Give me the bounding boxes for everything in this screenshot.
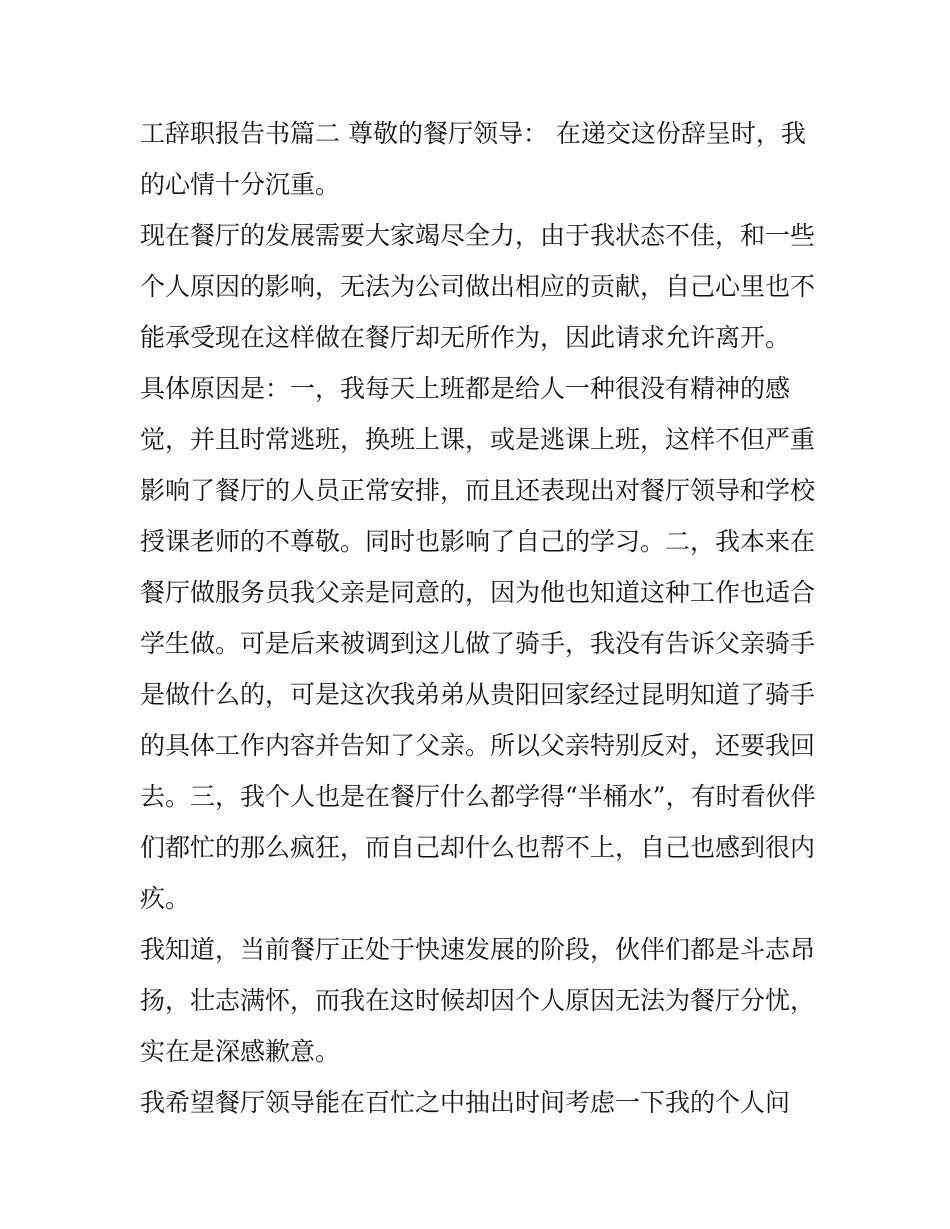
text-line: 们都忙的那么疯狂，而自己却什么也帮不上，自己也感到很内 (140, 833, 816, 862)
text-line: 去。三，我个人也是在餐厅什么都学得“半桶水”，有时看伙伴 (140, 782, 816, 811)
text-line: 影响了餐厅的人员正常安排，而且还表现出对餐厅领导和学校 (140, 476, 816, 505)
text-line: 具体原因是：一，我每天上班都是给人一种很没有精神的感 (140, 374, 791, 403)
text-line: 能承受现在这样做在餐厅却无所作为，因此请求允许离开。 (140, 323, 791, 352)
text-line: 实在是深感歉意。 (140, 1037, 341, 1066)
text-line: 是做什么的，可是这次我弟弟从贵阳回家经过昆明知道了骑手 (140, 680, 816, 709)
text-line: 的心情十分沉重。 (140, 170, 341, 199)
document-body (140, 108, 816, 1128)
text-line: 授课老师的不尊敬。同时也影响了自己的学习。二，我本来在 (140, 527, 816, 556)
text-line: 我知道，当前餐厅正处于快速发展的阶段，伙伴们都是斗志昂 (140, 935, 816, 964)
text-line: 现在餐厅的发展需要大家竭尽全力，由于我状态不佳，和一些 (140, 221, 816, 250)
text-line: 工辞职报告书篇二 尊敬的餐厅领导： 在递交这份辞呈时，我 (140, 119, 806, 148)
text-line: 我希望餐厅领导能在百忙之中抽出时间考虑一下我的个人问 (140, 1088, 791, 1117)
text-line: 学生做。可是后来被调到这儿做了骑手，我没有告诉父亲骑手 (140, 629, 816, 658)
text-line: 的具体工作内容并告知了父亲。所以父亲特别反对，还要我回 (140, 731, 816, 760)
text-line: 餐厅做服务员我父亲是同意的，因为他也知道这种工作也适合 (140, 578, 816, 607)
text-line: 觉，并且时常逃班，换班上课，或是逃课上班，这样不但严重 (140, 425, 816, 454)
text-line: 疚。 (140, 884, 191, 913)
text-line: 扬，壮志满怀，而我在这时候却因个人原因无法为餐厅分忧， (140, 986, 816, 1015)
text-line: 个人原因的影响，无法为公司做出相应的贡献，自己心里也不 (140, 272, 816, 301)
